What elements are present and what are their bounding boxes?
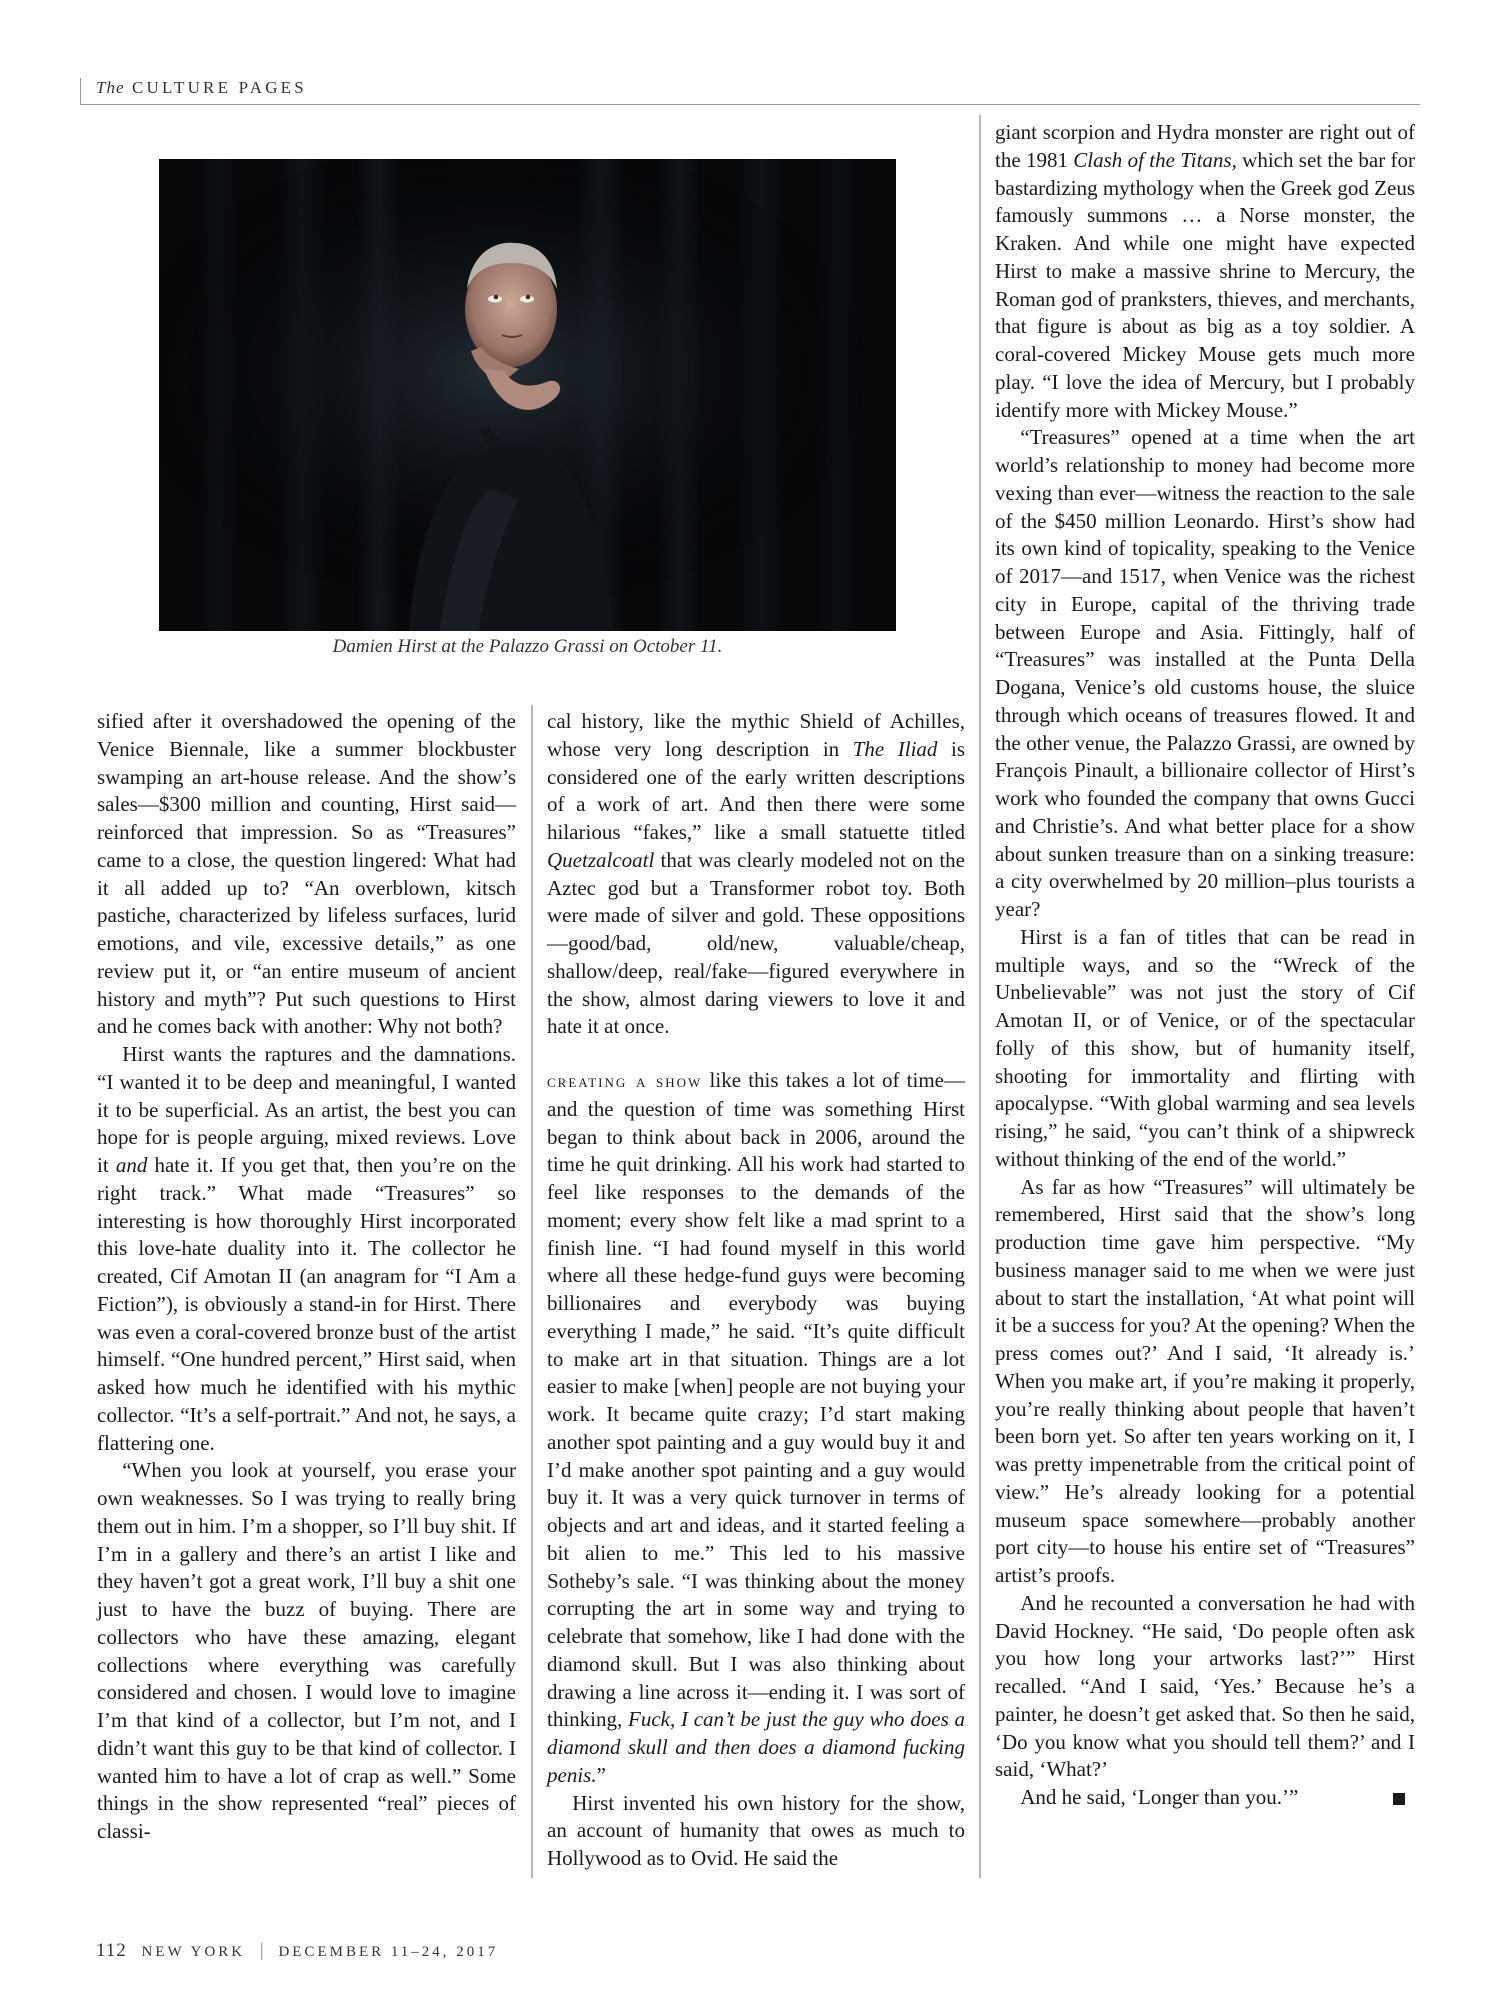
- article-column-1: [97, 708, 516, 1846]
- column3-paragraph-1: giant scorpion and Hydra monster are right out of the 1981 Clash of the Titans, which set the bar for bastardizing mythology when the Greek god Zeus famously summons … a Norse monster, the Kraken. And while one might have expected Hirst to make a massive shrine to Mercury, the Roman god of pranksters, thieves, and merchants, that figure is about as big as a toy soldier. A coral-covered Mickey Mouse gets much more play. “I love the idea of Mercury, but I probably identify more with Mickey Mouse.”: [995, 120, 1416, 422]
- column1-paragraph-3: “When you look at yourself, you erase your own weaknesses. So I was trying to really bring them out in him. I’m a shopper, so I’ll buy shit. If I’m in a gallery and there’s an artist I like and they haven’t got a great work, I’ll buy a shit one just to have the buzz of buying. There are collectors who have these amazing, elegant collections where everything was carefully considered and chosen. I would love to imagine I’m that kind of a collector, but I’m not, and I didn’t want this guy to be that kind of collector. I wanted him to have a lot of crap as well.” Some things in the show represented “real” pieces of classi-: [97, 1458, 516, 1843]
- issue-date: DECEMBER 11–24, 2017: [278, 1944, 499, 1960]
- page-number: 112: [96, 1940, 127, 1961]
- column-divider-left: [531, 705, 533, 1878]
- section-lead-in: creating a show: [547, 1071, 703, 1092]
- column3-paragraph-3: Hirst is a fan of titles that can be read in multiple ways, and so the “Wreck of the Unbelievable” was not just the story of Cif Amotan II, or of Venice, or of the spectacular folly of this show, but of humanity itself, shooting for immortality and flirting with apocalypse. “With global warming and sea levels rising,” he said, “you can’t think of a shipwreck without thinking of the end of the world.”: [995, 924, 1415, 1171]
- column2-paragraph-3: Hirst invented his own history for the show, an account of humanity that owes as much to Hollywood as to Ovid. He said the: [547, 1790, 965, 1870]
- photo-caption: Damien Hirst at the Palazzo Grassi on October 11.: [332, 636, 723, 657]
- column3-paragraph-6: And he said, ‘Longer than you.’”: [995, 1784, 1415, 1812]
- portrait-photo: [159, 159, 896, 631]
- section-title-name: CULTURE PAGES: [131, 78, 307, 97]
- section-header: [80, 78, 1420, 105]
- column1-paragraph-1: sified after it overshadowed the opening of the Venice Biennale, like a summer blockbuster swamping an art-house release. And the show’s sales—$300 million and counting, Hirst said—reinforced that impression. So as “Treasures” came to a close, the question lingered: What had it all added up to? “An overblown, kitsch pastiche, characterized by lifeless surfaces, lurid emotions, and vile, excessive details,” as one review put it, or “an entire museum of ancient history and myth”? Put such questions to Hirst and he comes back with another: Why not both?: [97, 709, 516, 1039]
- magazine-name: NEW YORK: [141, 1944, 246, 1960]
- footer-separator: |: [259, 1940, 264, 1961]
- column-divider-right: [979, 115, 981, 1878]
- column2-paragraph-1: cal history, like the mythic Shield of Achilles, whose very long description in The Iliad is considered one of the early written descriptions of a work of art. And then there were some hilarious “fakes,” like a small statuette titled Quetzalcoatl that was clearly modeled not on the Aztec god but a Transformer robot toy. Both were made of silver and gold. These oppositions—good/bad, old/new, valuable/cheap, shallow/deep, real/fake—figured everywhere in the show, almost daring viewers to love it and hate it at once.: [547, 709, 965, 1039]
- section-title-prefix: The: [96, 78, 125, 97]
- column1-paragraph-2: Hirst wants the raptures and the damnations. “I wanted it to be deep and meaningful, I wanted it to be superficial. As an artist, the best you can hope for is people arguing, mixed reviews. Love it and hate it. If you get that, then you’re on the right track.” What made “Treasures” so interesting is how thoroughly Hirst incorporated this love-hate duality into it. The collector he created, Cif Amotan II (an anagram for “I Am a Fiction”), is obviously a stand-in for Hirst. There was even a coral-covered bronze bust of the artist himself. “One hundred percent,” Hirst said, when asked how much he identified with his mythic collector. “It’s a self-portrait.” And not, he says, a flattering one.: [97, 1042, 516, 1455]
- end-mark-icon: [1393, 1793, 1405, 1805]
- article-column-2: [547, 708, 965, 1873]
- portrait-illustration: [159, 159, 896, 631]
- article-column-3: [995, 119, 1415, 1812]
- column2-paragraph-2: creating a show like this takes a lot of time—and the question of time was something Hirst began to think about back in 2006, around the time he quit drinking. All his work had started to feel like responses to the demands of the moment; every show felt like a mad sprint to a finish line. “I had found myself in this world where all these hedge-fund guys were becoming billionaires and everybody was buying everything I made,” he said. “It’s quite difficult to make art in that situation. Things are a lot easier to make [when] people are not buying your work. It became quite crazy; I’d start making another spot painting and a guy would buy it and I’d make another spot painting and a guy would buy it. It was a very quick turnover in terms of objects and art and ideas, and it started feeling a bit alien to me.” This led to his massive Sotheby’s sale. “I was thinking about the money corrupting the art in some way and trying to celebrate that somehow, like I had done with the diamond skull. But I was also thinking about drawing a line across it—ending it. I was sort of thinking, Fuck, I can’t be just the guy who does a diamond skull and then does a diamond fucking penis.”: [547, 1068, 965, 1787]
- column3-paragraph-2: “Treasures” opened at a time when the art world’s relationship to money had become more vexing than ever—witness the reaction to the sale of the $450 million Leonardo. Hirst’s show had its own kind of topicality, speaking to the Venice of 2017—and 1517, when Venice was the richest city in Europe, capital of the thriving trade between Europe and Asia. Fittingly, half of “Treasures” was installed at the Punta Della Dogana, Venice’s old customs house, the sluice through which oceans of treasures flowed. It and the other venue, the Palazzo Grassi, are owned by François Pinault, a billionaire collector of Hirst’s work who founded the company that owns Gucci and Christie’s. And what better place for a show about sunken treasure than on a sinking treasure: a city overwhelmed by 20 million–plus tourists a year?: [995, 425, 1415, 921]
- column3-paragraph-4: As far as how “Treasures” will ultimately be remembered, Hirst said that the show’s long production time gave him perspective. “My business manager said to me when we were just about to start the installation, ‘At what point will it be a success for you? At the opening? When the press comes out?’ And I said, ‘It already is.’ When you make art, if you’re making it properly, you’re really thinking about people that haven’t been born yet. So after ten years working on it, I was pretty impenetrable from the critical point of view.” He’s already looking for a potential museum space somewhere—probably another port city—to house his entire set of “Treasures” artist’s proofs.: [995, 1174, 1415, 1587]
- page-footer: [96, 1940, 498, 1962]
- column3-paragraph-5: And he recounted a conversation he had with David Hockney. “He said, ‘Do people often ask you how long your artworks last?’” Hirst recalled. “And I said, ‘Yes.’ Because he’s a painter, he doesn’t get asked that. So then he said, ‘Do you know what you should tell them?’ and I said, ‘What?’: [995, 1590, 1415, 1782]
- section-title: [96, 78, 307, 98]
